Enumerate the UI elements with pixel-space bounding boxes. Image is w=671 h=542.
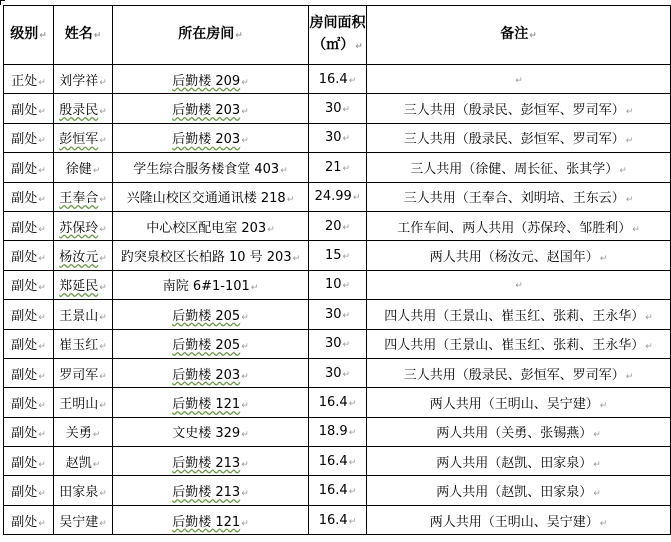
table-row	[4, 329, 671, 358]
cell-name: 苏保玲↵	[54, 211, 113, 240]
cell-note: 三人共用（王奉合、刘明培、王东云）↵	[367, 182, 671, 211]
table-row	[4, 447, 671, 476]
cell-level: 副处↵	[4, 270, 54, 299]
cell-area: 16.4↵	[309, 447, 367, 476]
cell-note: ↵	[367, 270, 671, 299]
cell-level: 副处↵	[4, 182, 54, 211]
cell-note: 四人共用（王景山、崔玉红、张莉、王永华）↵	[367, 300, 671, 329]
table-row	[4, 65, 671, 94]
cell-room: 中心校区配电室 203↵	[113, 211, 309, 240]
table-row	[4, 94, 671, 123]
cell-level: 副处↵	[4, 241, 54, 270]
cell-area: 16.4↵	[309, 505, 367, 534]
cell-note: 三人共用（徐健、周长征、张其学）↵	[367, 153, 671, 182]
cell-area: 30↵	[309, 358, 367, 387]
cell-level: 副处↵	[4, 123, 54, 152]
cell-room: 后勤楼 203↵	[113, 94, 309, 123]
cell-name: 关勇↵	[54, 417, 113, 446]
cell-level: 副处↵	[4, 505, 54, 534]
cell-level: 副处↵	[4, 94, 54, 123]
cell-level: 副处↵	[4, 447, 54, 476]
cell-note: 两人共用（赵凯、田家泉）↵	[367, 476, 671, 505]
table-row	[4, 211, 671, 240]
cell-room: 后勤楼 205↵	[113, 329, 309, 358]
cell-note: 两人共用（王明山、吴宁建）↵	[367, 505, 671, 534]
table-row	[4, 358, 671, 387]
cell-area: 21↵	[309, 153, 367, 182]
cell-name: 罗司军↵	[54, 358, 113, 387]
cell-name: 吴宁建↵	[54, 505, 113, 534]
cell-note: 三人共用（殷录民、彭恒军、罗司军）↵	[367, 94, 671, 123]
table-row	[4, 505, 671, 534]
cell-area: 30↵	[309, 123, 367, 152]
cell-room: 后勤楼 213↵	[113, 447, 309, 476]
cell-name: 郑延民↵	[54, 270, 113, 299]
cell-name: 杨汝元↵	[54, 241, 113, 270]
table-row	[4, 388, 671, 417]
cell-level: 副处↵	[4, 211, 54, 240]
table-row	[4, 182, 671, 211]
cell-name: 崔玉红↵	[54, 329, 113, 358]
cell-room: 文史楼 329↵	[113, 417, 309, 446]
cell-room: 后勤楼 203↵	[113, 358, 309, 387]
cell-room: 学生综合服务楼食堂 403↵	[113, 153, 309, 182]
cell-room: 后勤楼 121↵	[113, 388, 309, 417]
cell-area: 16.4↵	[309, 388, 367, 417]
cell-note: 三人共用（殷录民、彭恒军、罗司军）↵	[367, 358, 671, 387]
cell-level: 副处↵	[4, 388, 54, 417]
cell-name: 彭恒军↵	[54, 123, 113, 152]
header-room: 所在房间↵	[113, 6, 309, 65]
cell-level: 副处↵	[4, 153, 54, 182]
cell-name: 王明山↵	[54, 388, 113, 417]
cell-note: 两人共用（王明山、吴宁建）↵	[367, 388, 671, 417]
header-level: 级别↵	[4, 6, 54, 65]
header-area: 房间面积（㎡）↵	[309, 6, 367, 65]
cell-name: 刘学祥↵	[54, 65, 113, 94]
cell-area: 16.4↵	[309, 65, 367, 94]
header-name: 姓名↵	[54, 6, 113, 65]
cell-name: 王景山↵	[54, 300, 113, 329]
cell-room: 兴隆山校区交通通讯楼 218↵	[113, 182, 309, 211]
cell-room: 趵突泉校区长柏路 10 号 203↵	[113, 241, 309, 270]
cell-name: 王奉合↵	[54, 182, 113, 211]
cell-room: 后勤楼 203↵	[113, 123, 309, 152]
cell-note: 两人共用（赵凯、田家泉）↵	[367, 447, 671, 476]
table-row	[4, 123, 671, 152]
cell-note: 三人共用（殷录民、彭恒军、罗司军）↵	[367, 123, 671, 152]
cell-level: 副处↵	[4, 358, 54, 387]
table-row	[4, 476, 671, 505]
table-row	[4, 241, 671, 270]
header-row	[4, 6, 671, 65]
cell-note: 两人共用（关勇、张锡燕）↵	[367, 417, 671, 446]
cell-area: 18.9↵	[309, 417, 367, 446]
cell-area: 10↵	[309, 270, 367, 299]
table-row	[4, 417, 671, 446]
cell-room: 后勤楼 121↵	[113, 505, 309, 534]
cell-level: 副处↵	[4, 329, 54, 358]
cell-room: 后勤楼 209↵	[113, 65, 309, 94]
table-row	[4, 270, 671, 299]
cell-level: 副处↵	[4, 417, 54, 446]
cell-area: 24.99↵	[309, 182, 367, 211]
header-note: 备注↵	[367, 6, 671, 65]
cell-name: 赵凯↵	[54, 447, 113, 476]
cell-name: 田家泉↵	[54, 476, 113, 505]
cell-note: 四人共用（王景山、崔玉红、张莉、王永华）↵	[367, 329, 671, 358]
cell-note: ↵	[367, 65, 671, 94]
cell-area: 30↵	[309, 300, 367, 329]
cell-note: 工作车间、两人共用（苏保玲、邹胜利）↵	[367, 211, 671, 240]
cell-level: 副处↵	[4, 476, 54, 505]
cell-area: 15↵	[309, 241, 367, 270]
cell-name: 徐健↵	[54, 153, 113, 182]
table-row	[4, 153, 671, 182]
office-room-table	[3, 5, 671, 535]
cell-room: 后勤楼 205↵	[113, 300, 309, 329]
cell-room: 后勤楼 213↵	[113, 476, 309, 505]
cell-note: 两人共用（杨汝元、赵国年）↵	[367, 241, 671, 270]
cell-area: 30↵	[309, 94, 367, 123]
cell-level: 正处↵	[4, 65, 54, 94]
cell-name: 殷录民↵	[54, 94, 113, 123]
table-row	[4, 300, 671, 329]
cell-area: 16.4↵	[309, 476, 367, 505]
cell-area: 30↵	[309, 329, 367, 358]
cell-room: 南院 6#1-101↵	[113, 270, 309, 299]
cell-area: 20↵	[309, 211, 367, 240]
cell-level: 副处↵	[4, 300, 54, 329]
